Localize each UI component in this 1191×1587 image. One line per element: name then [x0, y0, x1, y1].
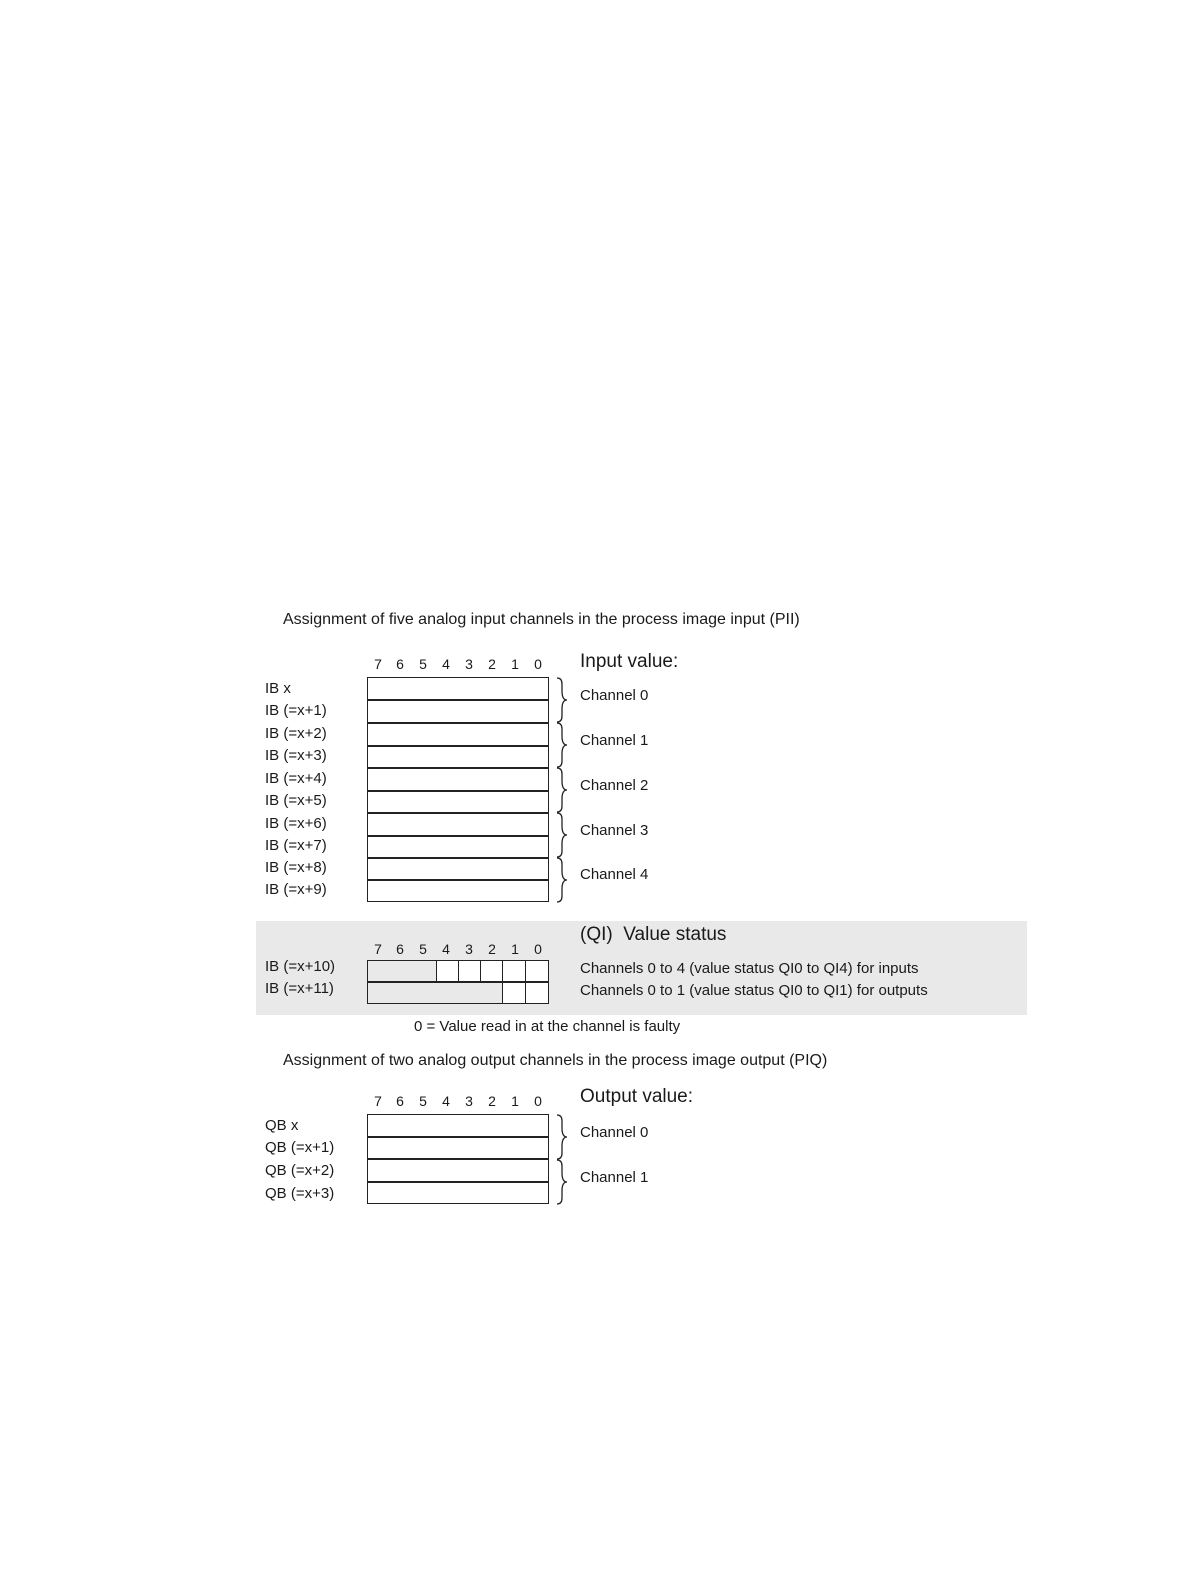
- bit-label: 5: [419, 1093, 427, 1109]
- byte-label: IB x: [265, 680, 291, 697]
- byte-label: IB (=x+9): [265, 881, 327, 898]
- bit-label: 3: [465, 656, 473, 672]
- bit-label: 4: [442, 656, 450, 672]
- bit-label: 2: [488, 941, 496, 957]
- value-status-text: Value status: [623, 924, 727, 945]
- byte-label: QB (=x+2): [265, 1162, 335, 1179]
- brace-icon: [557, 858, 567, 902]
- byte-label: IB (=x+2): [265, 725, 327, 742]
- bit-label: 2: [488, 1093, 496, 1109]
- bit-label: 0: [534, 941, 542, 957]
- bit-label: 5: [419, 656, 427, 672]
- byte-label: IB (=x+6): [265, 815, 327, 832]
- channel-label: Channel 1: [580, 1169, 649, 1186]
- byte-label: QB x: [265, 1117, 299, 1134]
- status-desc-inputs: Channels 0 to 4 (value status QI0 to QI4) for inputs: [580, 960, 919, 977]
- byte-label: IB (=x+7): [265, 837, 327, 854]
- bit-label: 1: [511, 1093, 519, 1109]
- bit-label: 7: [374, 941, 382, 957]
- bit-label: 4: [442, 1093, 450, 1109]
- bit-label: 4: [442, 941, 450, 957]
- bit-label: 6: [396, 656, 404, 672]
- value-status-code: (QI): [580, 924, 613, 945]
- status-desc-outputs: Channels 0 to 1 (value status QI0 to QI1) for outputs: [580, 982, 928, 999]
- byte-label: IB (=x+10): [265, 958, 336, 975]
- channel-label: Channel 2: [580, 777, 649, 794]
- byte-label: QB (=x+3): [265, 1185, 335, 1202]
- byte-label: IB (=x+8): [265, 859, 327, 876]
- channel-label: Channel 3: [580, 822, 649, 839]
- byte-label: IB (=x+3): [265, 747, 327, 764]
- piq-title: Assignment of two analog output channels in the process image output (PIQ): [283, 1052, 828, 1069]
- byte-label: QB (=x+1): [265, 1139, 335, 1156]
- channel-label: Channel 4: [580, 866, 649, 883]
- output-value-heading: Output value:: [580, 1086, 694, 1107]
- brace-icon: [557, 723, 567, 767]
- byte-label: IB (=x+11): [265, 980, 334, 997]
- value-status-note: 0 = Value read in at the channel is faulty: [414, 1018, 681, 1035]
- byte-label: IB (=x+1): [265, 702, 327, 719]
- bit-label: 1: [511, 941, 519, 957]
- bit-label: 7: [374, 1093, 382, 1109]
- pii-title: Assignment of five analog input channels in the process image input (PII): [283, 611, 800, 628]
- bit-label: 3: [465, 1093, 473, 1109]
- channel-label: Channel 0: [580, 1124, 649, 1141]
- byte-label: IB (=x+5): [265, 792, 327, 809]
- bit-label: 3: [465, 941, 473, 957]
- bit-label: 2: [488, 656, 496, 672]
- brace-icon: [557, 678, 567, 722]
- bit-label: 5: [419, 941, 427, 957]
- bit-label: 7: [374, 656, 382, 672]
- channel-label: Channel 1: [580, 732, 649, 749]
- bit-label: 0: [534, 1093, 542, 1109]
- bit-label: 1: [511, 656, 519, 672]
- brace-icon: [557, 813, 567, 857]
- channel-label: Channel 0: [580, 687, 649, 704]
- bit-label: 6: [396, 941, 404, 957]
- bit-label: 0: [534, 656, 542, 672]
- bit-label: 6: [396, 1093, 404, 1109]
- brace-icon: [557, 768, 567, 812]
- byte-label: IB (=x+4): [265, 770, 327, 787]
- brace-icon: [557, 1115, 567, 1159]
- input-value-heading: Input value:: [580, 651, 679, 672]
- brace-icon: [557, 1160, 567, 1204]
